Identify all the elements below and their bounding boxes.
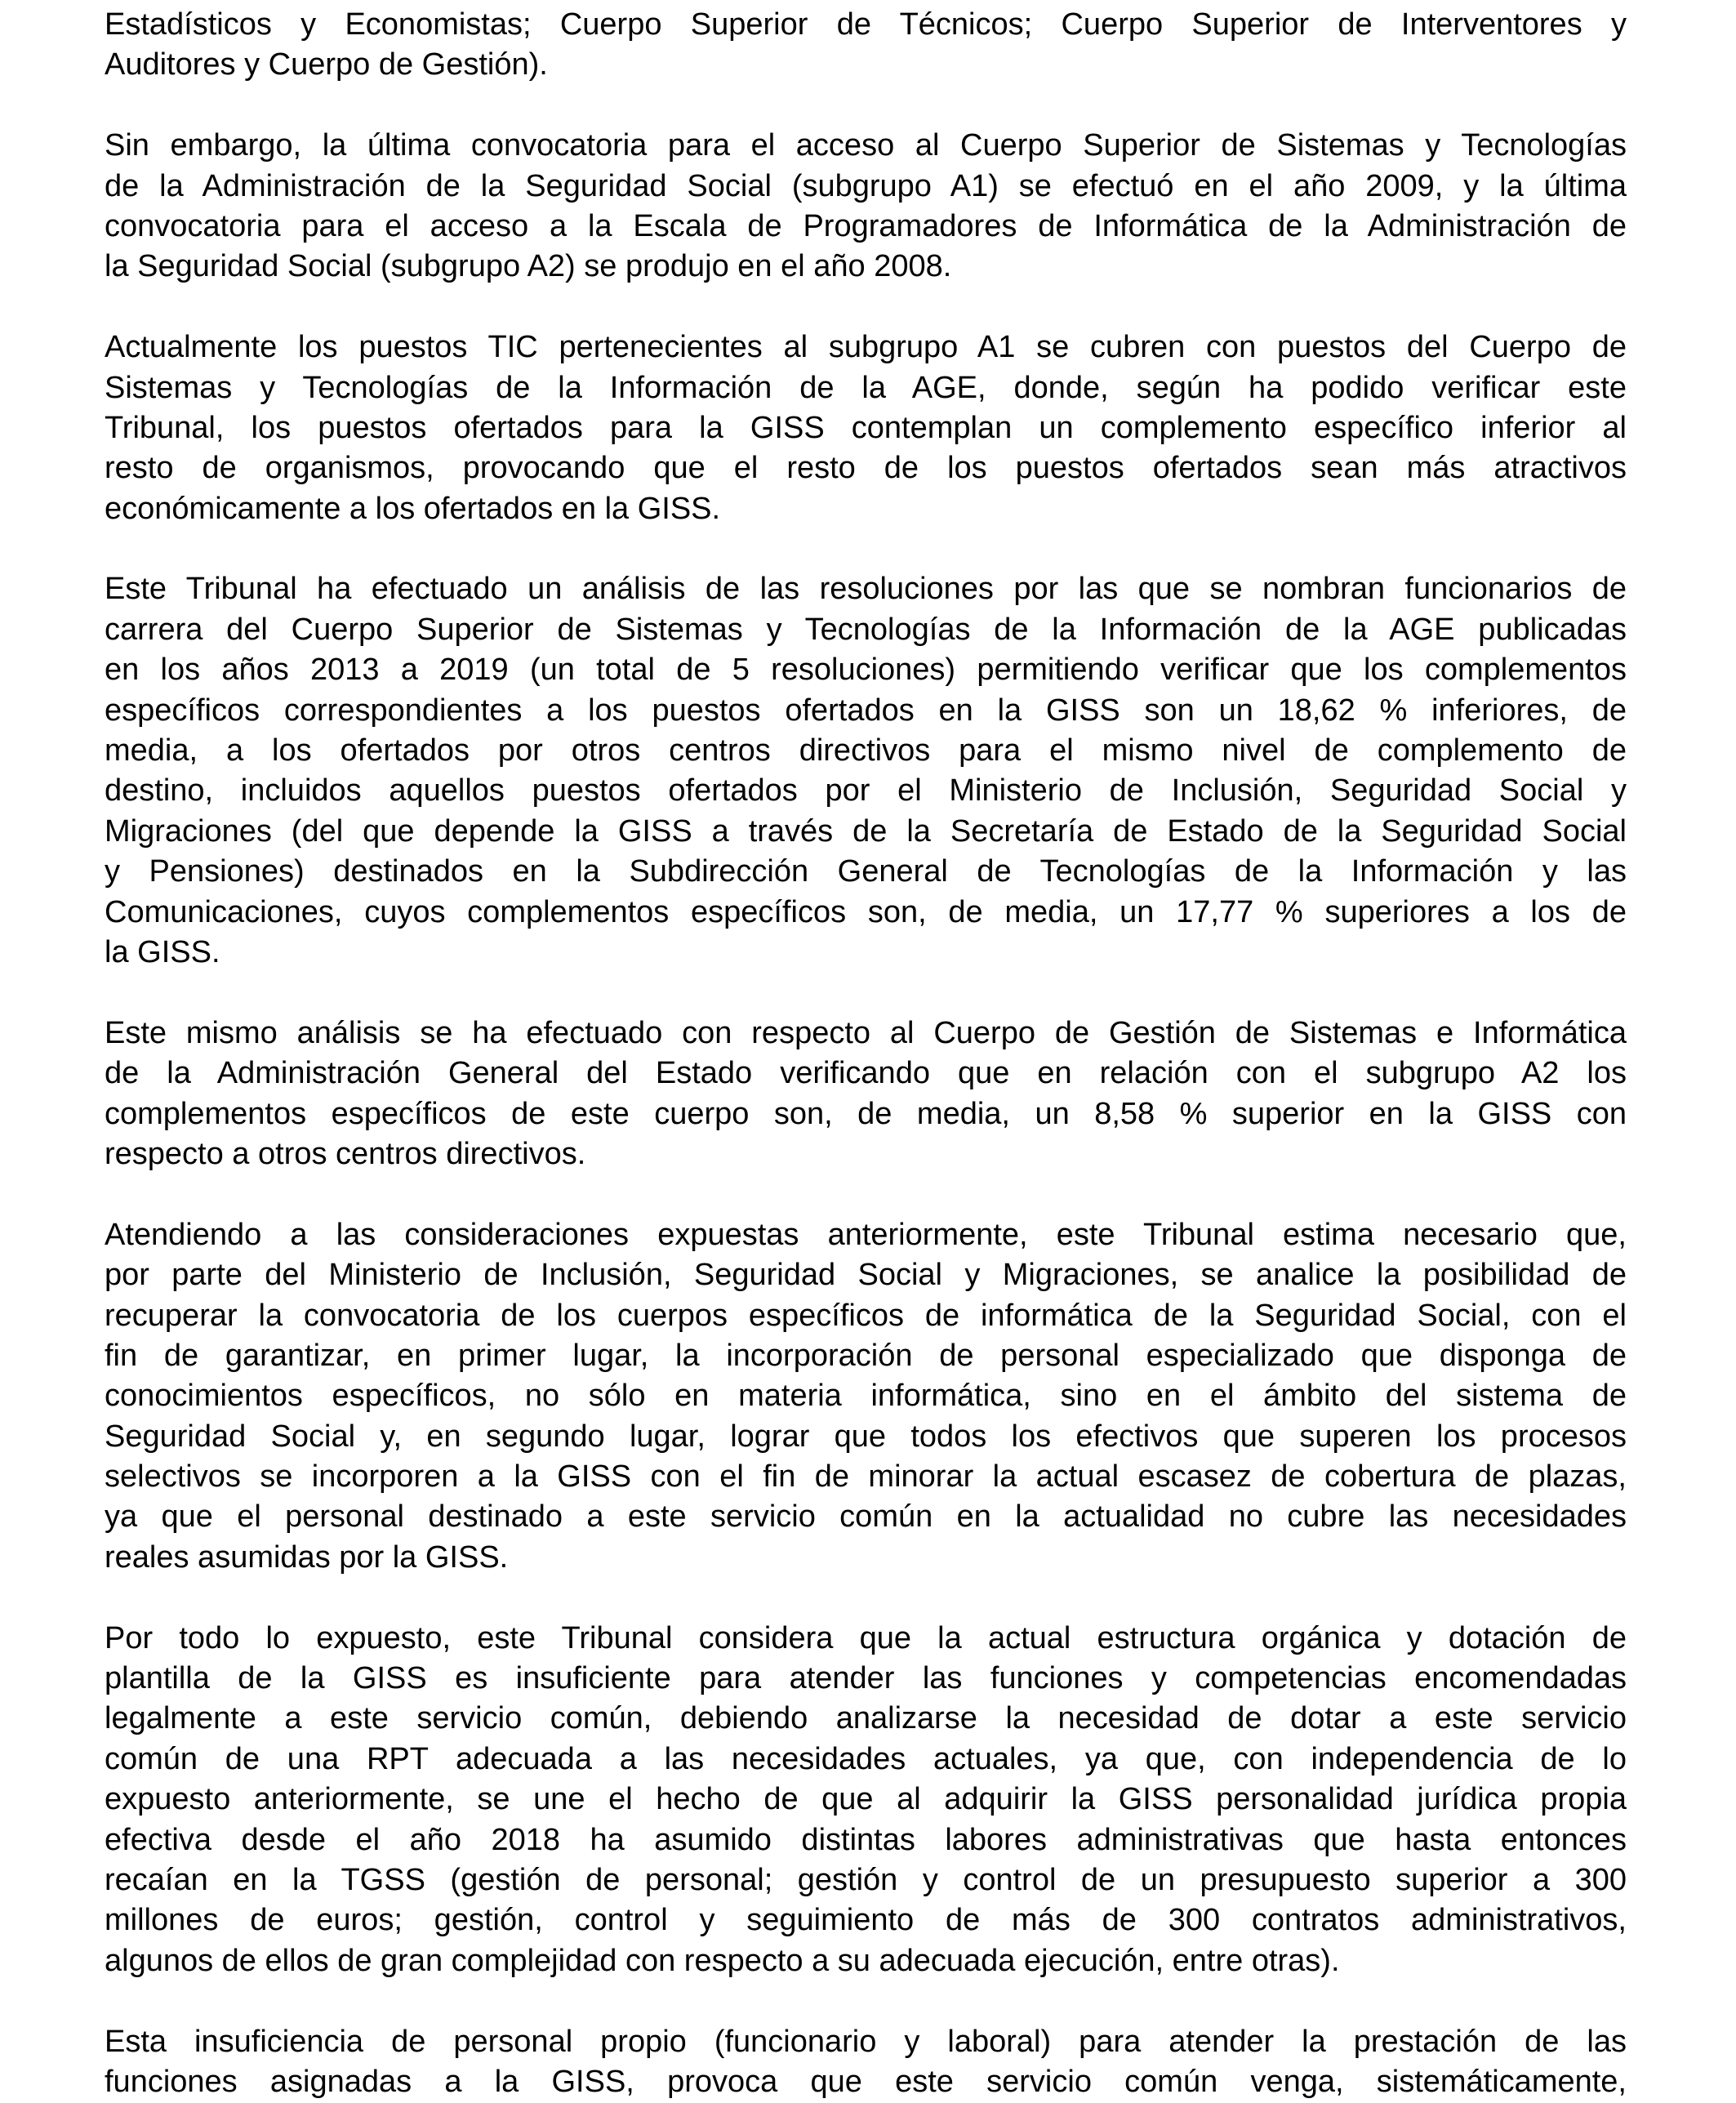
paragraph-gap [105, 287, 1627, 327]
text-line: y Pensiones) destinados en la Subdirección General de Tecnologías de la Información y las [105, 854, 1627, 889]
text-line: selectivos se incorporen a la GISS con el fin de minorar la actual escasez de cobertura de plazas, [105, 1459, 1627, 1495]
text-line: Sistemas y Tecnologías de la Información de la AGE, donde, según ha podido verificar este [105, 370, 1627, 405]
paragraph-gap [105, 1981, 1627, 2021]
text-line: algunos de ellos de gran complejidad con respecto a su adecuada ejecución, entre otras). [105, 1943, 1340, 1978]
text-line: respecto a otros centros directivos. [105, 1136, 586, 1171]
text-line: la Seguridad Social (subgrupo A2) se produjo en el año 2008. [105, 249, 952, 284]
paragraph-gap [105, 86, 1627, 126]
paragraph [105, 2022, 1627, 2103]
text-line: Por todo lo expuesto, este Tribunal considera que la actual estructura orgánica y dotación de [105, 1620, 1627, 1655]
text-line: reales asumidas por la GISS. [105, 1539, 509, 1575]
paragraph [105, 1619, 1627, 1982]
text-line: media, a los ofertados por otros centros directivos para el mismo nivel de complemento de [105, 733, 1627, 769]
text-line: Migraciones (del que depende la GISS a través de la Secretaría de Estado de la Seguridad Social [105, 813, 1627, 849]
text-line: por parte del Ministerio de Inclusión, Seguridad Social y Migraciones, se analice la posibilidad de [105, 1258, 1627, 1293]
text-line: funciones asignadas a la GISS, provoca que este servicio común venga, sistemáticamente, [105, 2064, 1627, 2099]
text-line: convocatoria para el acceso a la Escala de Programadores de Informática de la Administración de [105, 208, 1627, 243]
paragraph [105, 126, 1627, 287]
text-line: Esta insuficiencia de personal propio (funcionario y laboral) para atender la prestación de las [105, 2024, 1627, 2059]
text-line: la GISS. [105, 934, 220, 969]
text-line: efectiva desde el año 2018 ha asumido distintas labores administrativas que hasta entonces [105, 1822, 1627, 1857]
text-line: de la Administración General del Estado verificando que en relación con el subgrupo A2 los [105, 1056, 1627, 1091]
text-line: Sin embargo, la última convocatoria para el acceso al Cuerpo Superior de Sistemas y Tecnologías [105, 128, 1627, 163]
text-line: Seguridad Social y, en segundo lugar, lograr que todos los efectivos que superen los procesos [105, 1419, 1627, 1454]
text-line: conocimientos específicos, no sólo en materia informática, sino en el ámbito del sistema de [105, 1379, 1627, 1414]
text-line: ya que el personal destinado a este servicio común en la actualidad no cubre las necesidades [105, 1499, 1627, 1535]
text-line: plantilla de la GISS es insuficiente para atender las funciones y competencias encomendadas [105, 1661, 1627, 1696]
paragraph-gap [105, 973, 1627, 1013]
paragraph-gap [105, 1174, 1627, 1214]
text-line: económicamente a los ofertados en la GISS. [105, 491, 721, 526]
paragraph [105, 569, 1627, 973]
text-line: fin de garantizar, en primer lugar, la incorporación de personal especializado que disponga de [105, 1338, 1627, 1373]
text-line: destino, incluidos aquellos puestos ofertados por el Ministerio de Inclusión, Seguridad Social y [105, 773, 1627, 809]
text-line: Actualmente los puestos TIC pertenecientes al subgrupo A1 se cubren con puestos del Cuerpo de [105, 330, 1627, 365]
text-line: Tribunal, los puestos ofertados para la GISS contemplan un complemento específico inferior al [105, 410, 1627, 445]
paragraph [105, 327, 1627, 529]
text-line: complementos específicos de este cuerpo son, de media, un 8,58 % superior en la GISS con [105, 1096, 1627, 1131]
paragraph [105, 5, 1627, 86]
paragraph [105, 1014, 1627, 1175]
text-line: resto de organismos, provocando que el resto de los puestos ofertados sean más atractivos [105, 451, 1627, 486]
text-line: Este Tribunal ha efectuado un análisis de las resoluciones por las que se nombran funcionarios de [105, 572, 1627, 607]
text-line: Estadísticos y Economistas; Cuerpo Superior de Técnicos; Cuerpo Superior de Interventores y [105, 7, 1627, 42]
document-page [105, 5, 1627, 2102]
text-line: Auditores y Cuerpo de Gestión). [105, 47, 548, 82]
paragraph-gap [105, 1578, 1627, 1618]
paragraph [105, 1215, 1627, 1579]
text-line: carrera del Cuerpo Superior de Sistemas y Tecnologías de la Información de la AGE publicadas [105, 612, 1627, 647]
text-line: recuperar la convocatoria de los cuerpos específicos de informática de la Seguridad Social, con el [105, 1298, 1627, 1333]
text-line: en los años 2013 a 2019 (un total de 5 resoluciones) permitiendo verificar que los complementos [105, 653, 1627, 688]
text-line: legalmente a este servicio común, debiendo analizarse la necesidad de dotar a este servicio [105, 1701, 1627, 1736]
text-line: Este mismo análisis se ha efectuado con respecto al Cuerpo de Gestión de Sistemas e Informática [105, 1015, 1627, 1050]
text-line: Atendiendo a las consideraciones expuestas anteriormente, este Tribunal estima necesario que, [105, 1217, 1627, 1252]
text-line: específicos correspondientes a los puestos ofertados en la GISS son un 18,62 % inferiores, de [105, 693, 1627, 728]
text-line: millones de euros; gestión, control y seguimiento de más de 300 contratos administrativos, [105, 1903, 1627, 1938]
paragraph-gap [105, 529, 1627, 569]
text-line: Comunicaciones, cuyos complementos específicos son, de media, un 17,77 % superiores a los de [105, 894, 1627, 929]
text-line: de la Administración de la Seguridad Social (subgrupo A1) se efectuó en el año 2009, y la última [105, 168, 1627, 203]
text-line: común de una RPT adecuada a las necesidades actuales, ya que, con independencia de lo [105, 1741, 1627, 1776]
text-line: recaían en la TGSS (gestión de personal; gestión y control de un presupuesto superior a 300 [105, 1862, 1627, 1897]
text-line: expuesto anteriormente, se une el hecho de que al adquirir la GISS personalidad jurídica propia [105, 1782, 1627, 1817]
